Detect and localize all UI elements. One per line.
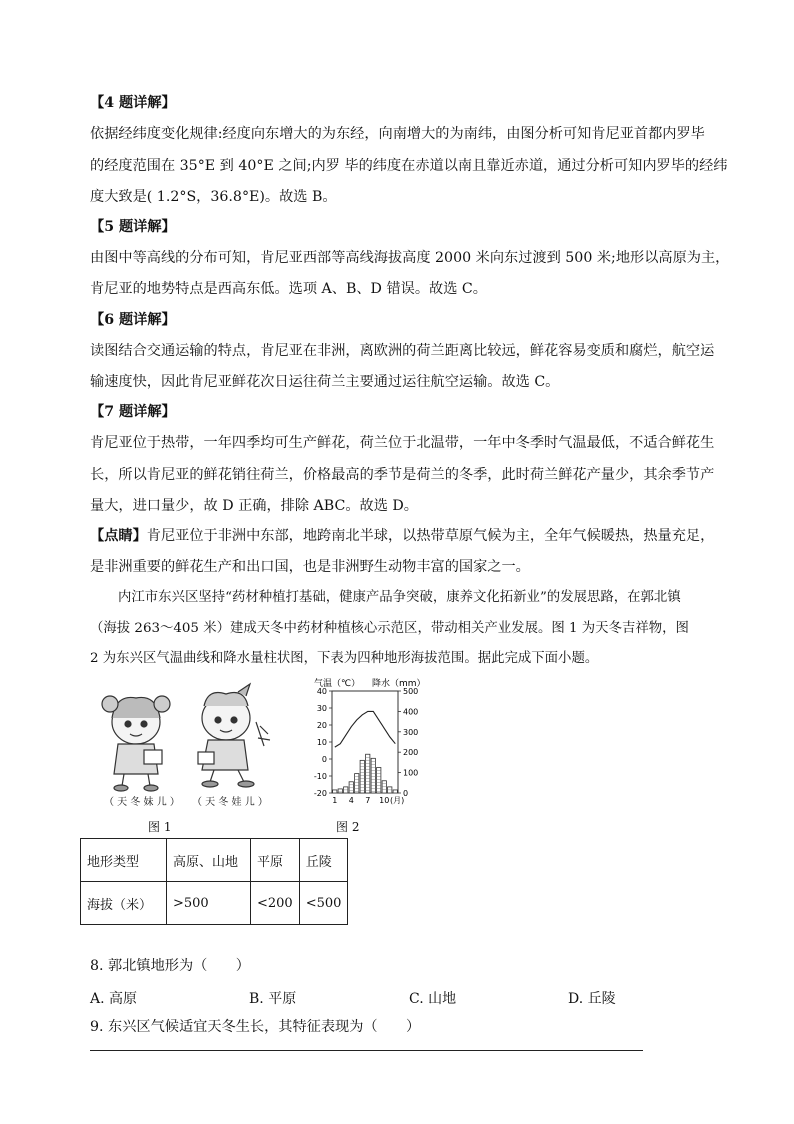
precip-bar — [393, 790, 397, 793]
x-tick-label: 1 — [332, 796, 338, 805]
temp-tick-label: 40 — [316, 687, 327, 696]
figure1-caption: 图 1 — [148, 820, 172, 834]
table-row — [81, 882, 348, 925]
q7-line-1: 肯尼亚位于热带，一年四季均可生产鲜花，荷兰位于北温带，一年中冬季时气温最低，不适合鲜花生 — [90, 435, 715, 451]
table-cell: <500 — [299, 882, 348, 925]
q8-option-a[interactable]: A. 高原 — [90, 991, 138, 1007]
precip-bar — [333, 790, 337, 793]
page-bottom-rule — [90, 1050, 643, 1051]
q7-line-3: 量大，进口量少，故 D 正确，排除 ABC。故选 D。 — [90, 498, 418, 514]
note-label: 【点睛】 — [90, 528, 147, 544]
q4-heading: 【4 题详解】 — [90, 95, 176, 111]
q8-option-c[interactable]: C. 山地 — [409, 991, 457, 1007]
chart-precip-axis-ticks — [398, 687, 418, 798]
q9-stem: 9. 东兴区气候适宜天冬生长，其特征表现为（ ） — [90, 1019, 421, 1035]
note-text-1: 肯尼亚位于非洲中东部，地跨南北半球，以热带草原气候为主，全年气候暖热，热量充足， — [146, 528, 715, 544]
precip-bar — [360, 760, 364, 793]
q5-line-1: 由图中等高线的分布可知，肯尼亚西部等高线海拔高度 2000 米向东过渡到 500 米;地形以高原为主， — [90, 250, 730, 266]
precip-tick-label: 300 — [403, 727, 419, 737]
label-girl: （ 天 冬 妹 儿 ） — [104, 797, 180, 808]
precip-tick-label: 500 — [403, 687, 419, 696]
chart-precip-title: 降水（mm） — [372, 679, 426, 689]
x-tick-label: 7 — [365, 796, 371, 805]
temp-tick-label: 0 — [321, 755, 327, 764]
precip-bar — [349, 782, 353, 793]
x-unit-label: (月) — [390, 796, 405, 805]
q4-line-2: 的经度范围在 35°E 到 40°E 之间;内罗 毕的纬度在赤道以南且靠近赤道，通过分析可知内罗毕的经纬 — [90, 158, 728, 174]
note-line-2: 是非洲重要的鲜花生产和出口国，也是非洲野生动物丰富的国家之一。 — [90, 559, 530, 575]
q5-line-2: 肯尼亚的地势特点是西高东低。选项 A、B、D 错误。故选 C。 — [90, 281, 487, 297]
chart-temp-axis-ticks — [314, 687, 332, 798]
chart-precip-bars — [333, 754, 398, 793]
mascot-girl — [102, 696, 170, 791]
table-header-cell: 丘陵 — [299, 839, 348, 882]
intro-line-2: （海拔 263～405 米）建成天冬中药材种植核心示范区，带动相关产业发展。图 1 为天冬吉祥物，图 — [90, 621, 689, 636]
x-tick-label: 4 — [348, 796, 354, 805]
table-cell: 海拔（米） — [81, 882, 167, 925]
q7-line-2: 长，所以肯尼亚的鲜花销往荷兰，价格最高的季节是荷兰的冬季，此时荷兰鲜花产量少，其余季节产 — [90, 467, 715, 483]
precip-tick-label: 0 — [403, 789, 409, 798]
mascot-boy — [198, 684, 270, 787]
table-header-cell: 高原、山地 — [167, 839, 251, 882]
label-boy: （ 天 冬 娃 儿 ） — [192, 797, 268, 808]
q7-heading: 【7 题详解】 — [90, 404, 176, 420]
temp-tick-label: 20 — [316, 721, 327, 730]
q4-line-1: 依据经纬度变化规律:经度向东增大的为东经，向南增大的为南纬，由图分析可知肯尼亚首都内罗毕 — [90, 126, 705, 142]
note-line-1 — [90, 526, 714, 546]
intro-line-3: 2 为东兴区气温曲线和降水量柱状图，下表为四种地形海拔范围。据此完成下面小题。 — [90, 651, 599, 666]
table-header-cell: 平原 — [251, 839, 300, 882]
q8-option-d[interactable]: D. 丘陵 — [568, 991, 616, 1007]
figure2-caption: 图 2 — [336, 820, 360, 834]
figure2-climate-chart — [300, 674, 440, 814]
table-cell: >500 — [167, 882, 251, 925]
chart-temp-title: 气温（℃） — [314, 679, 361, 689]
temp-tick-label: -20 — [313, 789, 327, 798]
table-header-row — [81, 839, 348, 882]
precip-bar — [377, 768, 381, 794]
precip-tick-label: 400 — [403, 707, 419, 717]
precip-bar — [338, 789, 342, 793]
temp-tick-label: 30 — [316, 704, 327, 713]
q6-heading: 【6 题详解】 — [90, 312, 176, 328]
q6-line-2: 输速度快，因此肯尼亚鲜花次日运往荷兰主要通过运往航空运输。故选 C。 — [90, 374, 560, 390]
precip-tick-label: 100 — [403, 768, 419, 778]
table-cell: <200 — [251, 882, 300, 925]
q6-line-1: 读图结合交通运输的特点，肯尼亚在非洲，离欧洲的荷兰距离比较远，鲜花容易变质和腐烂，航空运 — [90, 343, 715, 359]
terrain-elevation-table — [80, 838, 348, 925]
temp-tick-label: 10 — [316, 738, 327, 747]
chart-x-ticks — [332, 796, 404, 805]
temp-tick-label: -10 — [313, 772, 327, 781]
intro-line-1: 内江市东兴区坚持“药材种植打基础，健康产品争突破，康养文化拓新业”的发展思路，在郭北镇 — [118, 590, 681, 605]
precip-bar — [371, 758, 375, 793]
precip-tick-label: 200 — [403, 748, 419, 758]
q5-heading: 【5 题详解】 — [90, 219, 176, 235]
q4-line-3: 度大致是( 1.2°S，36.8°E)。故选 B。 — [90, 189, 337, 205]
x-tick-label: 10 — [379, 796, 390, 805]
table-header-cell: 地形类型 — [81, 839, 167, 882]
q8-option-b[interactable]: B. 平原 — [249, 991, 297, 1007]
q8-stem: 8. 郭北镇地形为（ ） — [90, 958, 250, 974]
chart-temp-line — [335, 711, 396, 747]
